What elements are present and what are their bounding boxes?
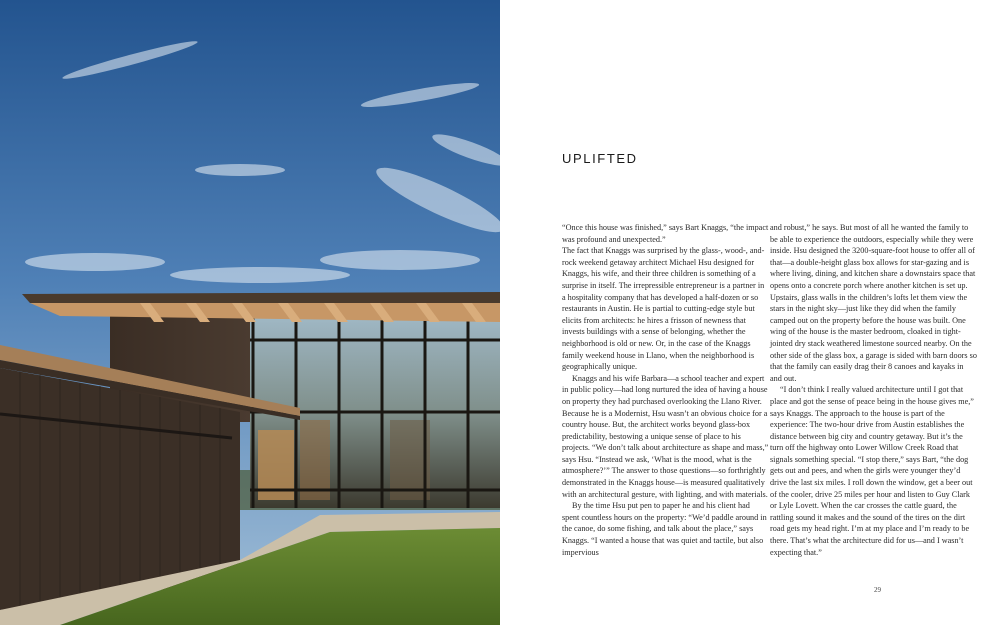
paragraph: and robust,” he says. But most of all he wanted the family to be able to experience the outdoors, especially while they were inside. Hsu designed the 3200-square-foot house to offer all of that—a double-height glass box allows for star-gazing and is where living, dining, and kitchen share a downstairs space that opens onto a concrete porch where another kitchen is set up. Upstairs, glass walls in the children’s lofts let them view the stars in the night sky—just like they did when the family camped out on the property before the house was built. One wing of the house is the master bedroom, cloaked in tight-jointed dry stack weathered limestone sourced nearby. On the other side of the glass box, a garage is sided with barn doors so that the family can easily drag their 8 canoes and kayaks in and out.: [770, 223, 977, 383]
paragraph: “I don’t think I really valued architecture until I got that place and got the sense of peace being in the house gives me,” says Knaggs. The approach to the house is part of the experience: The two-hour drive from Austin establishes the distance between big city and country getaway. But it’s the turn off the highway onto Lower Willow Creek Road that signals something special. “I stop there,” says Bart, “the dog gets out and pees, and when the girls were younger they’d drive the last six miles. I roll down the window, get a beer out of the cooler, drive 25 miles per hour and listen to Guy Clark or Lyle Lovett. When the car crosses the cattle guard, the rattling sound it makes and the sound of the tires on the dirt road gets my head right. I’m at my place and I’m ready to be there. That’s what the architecture did for us—and I wasn’t expecting that.”: [770, 385, 974, 557]
paragraph: “Once this house was finished,” says Bart Knaggs, “the impact was profound and unexpected.”: [562, 223, 769, 244]
text-page: [501, 0, 1000, 625]
article-heading: UPLIFTED: [562, 151, 638, 166]
paragraph: Knaggs and his wife Barbara—a school teacher and expert in public policy—had long nurtured the idea of having a house on property they had purchased overlooking the Llano River. Because he is a Modernist, Hsu wasn’t an obvious choice for a country house. But, the architect works beyond glass-box predictability, bestowing a unique sense of place to his projects. “We don’t talk about architecture as shape and mass,” says Hsu. “Instead we ask, ‘What is the mood, what is the atmosphere?’” The answer to those questions—so forthrightly demonstrated in the Knaggs house—is measured qualitatively with an architectural gesture, with lighting, and with materials.: [562, 373, 769, 499]
page-number: 29: [874, 586, 881, 594]
paragraph: The fact that Knaggs was surprised by the glass-, wood-, and-rock weekend getaway architect Michael Hsu designed for Knaggs, his wife, and their three children is something of a surprise in itself. The irrepressible entrepreneur is a partner in a hospitality company that has developed a half-dozen or so restaurants in Austin. He is partial to cutting-edge style but elicits from architects: he hires a frisson of newness that invests buildings with a sense of belonging, whether the neighborhood is old or new. Or, in the case of the Knaggs family weekend house in Llano, when the neighborhood is geographically unique.: [562, 246, 765, 372]
paragraph: By the time Hsu put pen to paper he and his client had spent countless hours on the property: “We’d paddle around in the canoe, do some fishing, and talk about the place,” says Knaggs. “I wanted a house that was quiet and tactile, but also impervious: [562, 501, 767, 557]
text-column-left: [562, 222, 769, 558]
text-column-right: [770, 222, 977, 558]
